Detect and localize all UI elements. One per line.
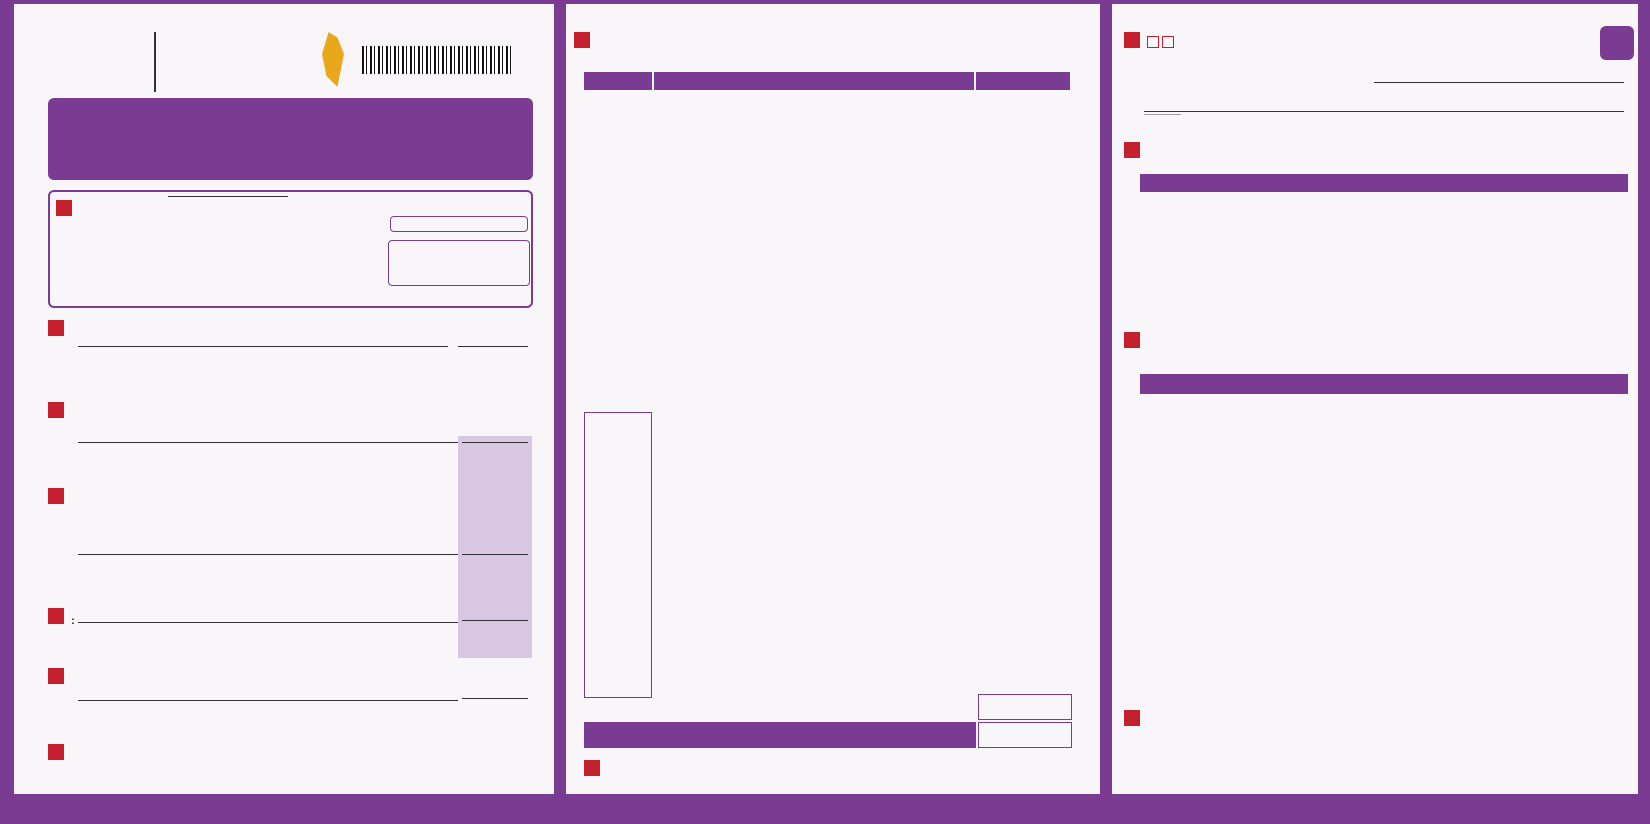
s5-letra: [78, 622, 458, 623]
s6-letra: [78, 700, 458, 701]
protest-boxes: [1138, 750, 1626, 766]
section-1-location: [48, 190, 533, 308]
barcode: [362, 46, 512, 74]
divider-1: [554, 4, 566, 818]
section-9: [584, 760, 1054, 779]
tipo-casilla-value: [388, 240, 530, 286]
section-2: [48, 320, 533, 339]
nulos-numero: [978, 694, 1072, 720]
section-3: [48, 402, 533, 421]
section-8-header: [574, 32, 1074, 52]
acta-sheet: [14, 4, 1638, 818]
s6-numero: [462, 698, 528, 699]
section-4: [48, 488, 533, 507]
s3-letra: [78, 442, 458, 443]
section-10: [1124, 32, 1504, 51]
s2-letra: [78, 346, 448, 347]
votos-nulos-row: [584, 694, 1074, 720]
header: [22, 10, 550, 90]
si-checkbox: [1147, 36, 1159, 48]
mesa-directiva-table: [1140, 174, 1628, 192]
s5-numero: [462, 620, 528, 621]
municipio-value: [168, 196, 288, 197]
section-12-header: [1124, 332, 1624, 351]
footer-instruction: [0, 794, 1650, 824]
divider-2: [1100, 4, 1112, 818]
section-6: [48, 668, 533, 687]
section-5: :: [48, 608, 533, 627]
right-column: [1124, 4, 1634, 818]
total-numero: [978, 722, 1072, 748]
nulos-letra: [686, 694, 976, 720]
page-number: [1600, 26, 1634, 60]
middle-column: [574, 4, 1094, 818]
no-checkbox: [1162, 36, 1174, 48]
s4-letra: [78, 554, 458, 555]
section-13-header: [1124, 710, 1624, 729]
left-column: [22, 4, 550, 818]
results-header: [584, 72, 1074, 90]
coalitions-box: [584, 412, 652, 698]
total-row: [584, 722, 1074, 748]
representantes-table: [1140, 374, 1628, 394]
section-11-header: [1124, 142, 1624, 161]
state-map-icon: [322, 32, 344, 87]
section-7: [48, 744, 468, 763]
title-block: [48, 98, 533, 180]
incident-sheets: ______: [1144, 104, 1181, 116]
s2-numero: [458, 346, 528, 347]
s4-numero: [462, 554, 528, 555]
s3-numero: [462, 442, 528, 443]
